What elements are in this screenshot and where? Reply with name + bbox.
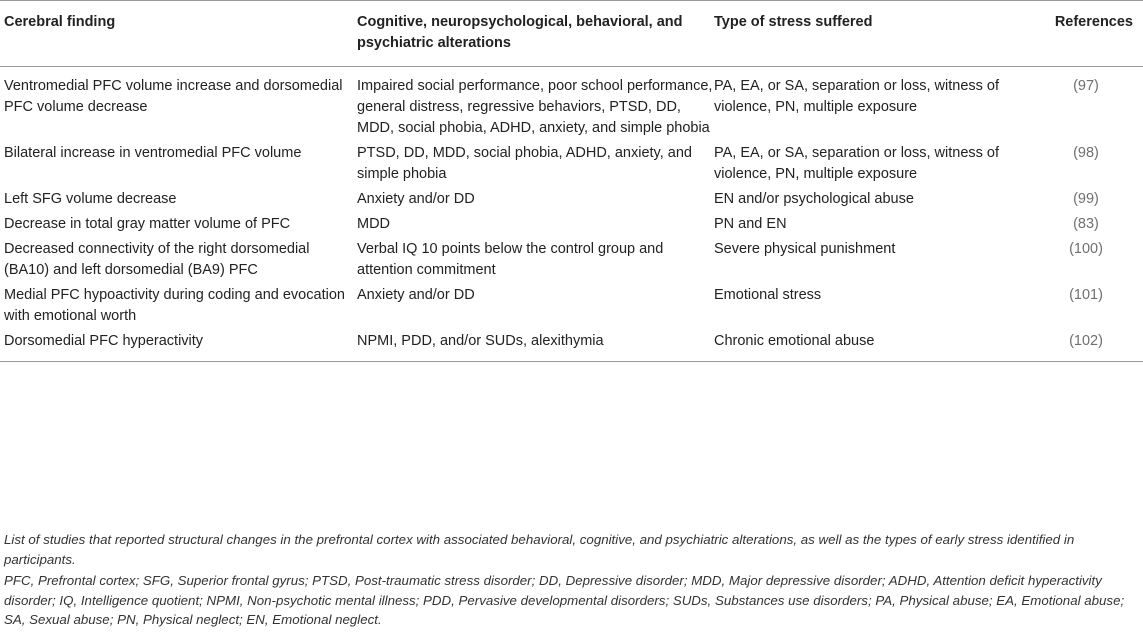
cell-finding: Medial PFC hypoactivity during coding and evocation with emotional worth (4, 287, 345, 324)
cell-finding: Left SFG volume decrease (4, 191, 177, 207)
cell-reference: (97) (1073, 78, 1099, 94)
cell-alterations: MDD (357, 216, 391, 232)
cell-reference: (98) (1073, 145, 1099, 161)
table-row (0, 187, 1143, 212)
cell-stress: Chronic emotional abuse (714, 329, 1029, 362)
table-row (0, 212, 1143, 237)
header-stress-type: Type of stress suffered (714, 1, 1029, 67)
cell-reference: (101) (1069, 287, 1103, 303)
table-row (0, 141, 1143, 187)
cell-finding: Decreased connectivity of the right dorsomedial (BA10) and left dorsomedial (BA9) PFC (4, 241, 310, 278)
cell-reference: (100) (1069, 241, 1103, 257)
cell-reference: (102) (1029, 329, 1143, 362)
table-row (0, 67, 1143, 142)
table-footnotes (4, 530, 1140, 632)
table-header-row (0, 1, 1143, 67)
table-row (0, 237, 1143, 283)
cell-stress: Severe physical punishment (714, 241, 896, 257)
cell-reference: (83) (1073, 216, 1099, 232)
cell-reference: (99) (1073, 191, 1099, 207)
table-caption: List of studies that reported structural changes in the prefrontal cortex with associated behavioral, cognitive, and psychiatric alterations, as well as the types of early stress identified in participants. (4, 532, 1075, 567)
cell-stress: Emotional stress (714, 287, 822, 303)
cell-finding: Ventromedial PFC volume increase and dorsomedial PFC volume decrease (4, 78, 343, 115)
cell-alterations: Anxiety and/or DD (357, 287, 475, 303)
cell-alterations: Verbal IQ 10 points below the control group and attention commitment (357, 241, 664, 278)
abbreviations-note: PFC, Prefrontal cortex; SFG, Superior frontal gyrus; PTSD, Post-traumatic stress disorder; DD, Depressive disorder; MDD, Major depressive disorder; ADHD, Attention deficit hyperactivity disorder; IQ, Intelligence quotient; NPMI, Non-psychotic mental illness; PDD, Pervasive developmental disorders; SUDs, Substances use disorders; PA, Physical abuse; EA, Emotional abuse; SA, Sexual abuse; PN, Physical neglect; EN, Emotional neglect. (4, 573, 1125, 627)
cell-alterations: Anxiety and/or DD (357, 191, 475, 207)
cell-stress: PA, EA, or SA, separation or loss, witness of violence, PN, multiple exposure (714, 78, 1000, 115)
cell-alterations: PTSD, DD, MDD, social phobia, ADHD, anxiety, and simple phobia (357, 145, 692, 182)
cell-alterations: NPMI, PDD, and/or SUDs, alexithymia (357, 329, 714, 362)
cell-stress: PN and EN (714, 216, 787, 232)
cell-finding: Decrease in total gray matter volume of PFC (4, 216, 291, 232)
header-references: References (1029, 1, 1143, 67)
cell-stress: EN and/or psychological abuse (714, 191, 914, 207)
table-row (0, 283, 1143, 329)
header-cerebral-finding: Cerebral finding (0, 1, 357, 67)
cell-finding: Dorsomedial PFC hyperactivity (0, 329, 357, 362)
cell-finding: Bilateral increase in ventromedial PFC volume (4, 145, 302, 161)
table-row (0, 329, 1143, 362)
header-alterations: Cognitive, neuropsychological, behavioral, and psychiatric alterations (357, 1, 714, 67)
cell-alterations: Impaired social performance, poor school performance, general distress, regressive behaviors, PTSD, DD, MDD, social phobia, ADHD, anxiety, and simple phobia (357, 78, 713, 136)
cell-stress: PA, EA, or SA, separation or loss, witness of violence, PN, multiple exposure (714, 145, 1000, 182)
